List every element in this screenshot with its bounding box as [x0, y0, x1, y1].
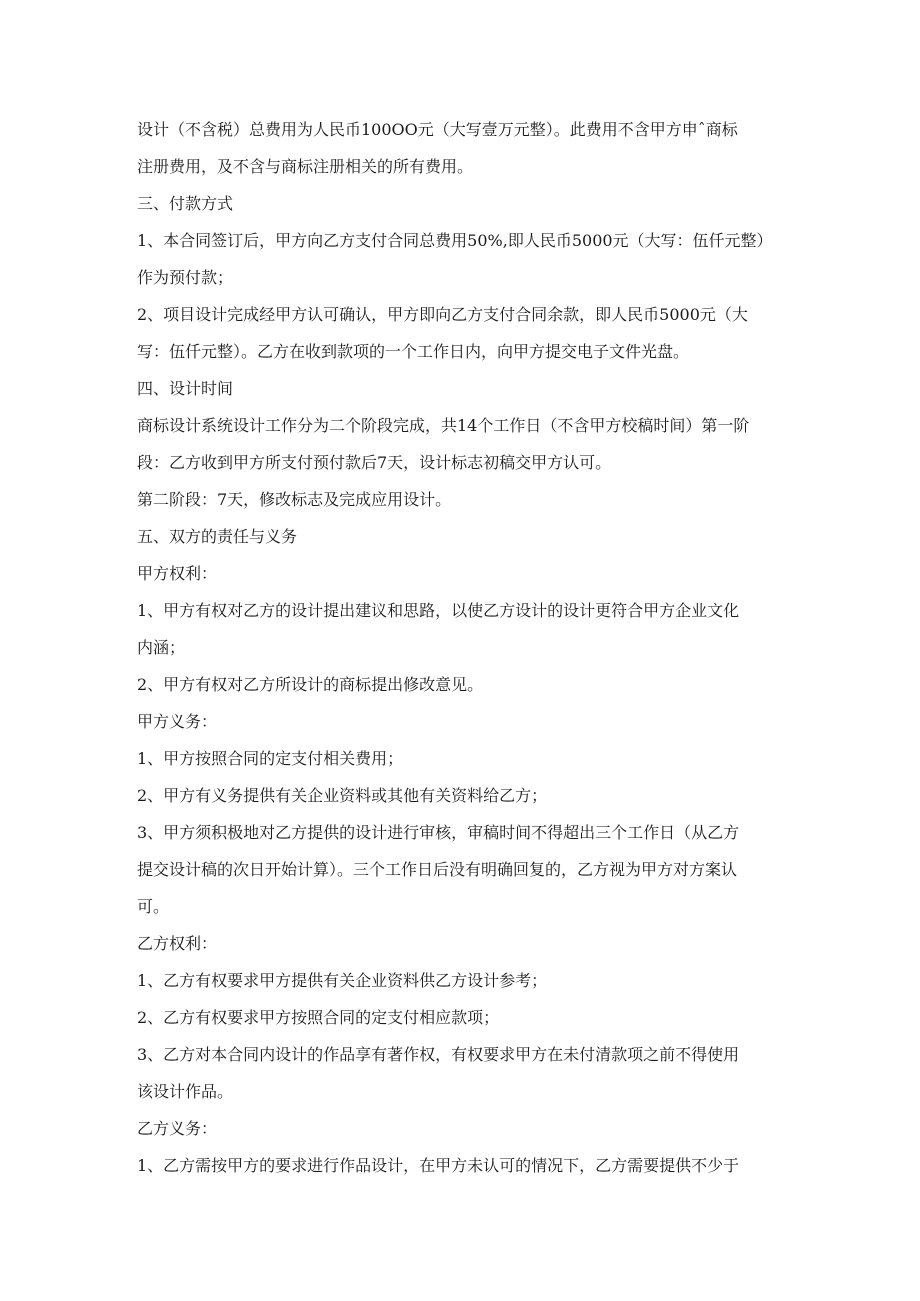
subsection-heading: 甲方义务： [137, 712, 218, 731]
subsection-heading: 乙方义务： [137, 1119, 218, 1138]
text-line: 2、乙方有权要求甲方按照合同的定支付相应款项； [137, 1008, 500, 1027]
text-line: 3、乙方对本合同内设计的作品享有著作权，有权要求甲方在未付清款项之前不得使用 [137, 1045, 740, 1064]
text-line: 内涵； [137, 638, 186, 657]
subsection-heading: 甲方权利： [137, 564, 218, 583]
document-body [137, 111, 792, 1184]
text-line: 该设计作品。 [137, 1082, 234, 1101]
text-line: 提交设计稿的次日开始计算）。三个工作日后没有明确回复的，乙方视为甲方对方案认 [137, 860, 738, 879]
text-line: 商标设计系统设计工作分为二个阶段完成，共14个工作日（不含甲方校稿时间）第一阶 [137, 416, 750, 435]
text-line: 1、甲方按照合同的定支付相关费用； [137, 749, 404, 768]
section-heading: 五、双方的责任与义务 [137, 527, 298, 546]
text-line: 注册费用，及不含与商标注册相关的所有费用。 [137, 157, 474, 176]
text-line: 1、本合同签订后，甲方向乙方支付合同总费用50%,即人民币5000元（大写：伍仟元整） [137, 231, 773, 250]
section-heading: 四、设计时间 [137, 379, 234, 398]
text-line: 2、甲方有权对乙方所设计的商标提出修改意见。 [137, 675, 484, 694]
text-line: 1、乙方需按甲方的要求进行作品设计，在甲方未认可的情况下，乙方需要提供不少于 [137, 1156, 740, 1175]
text-line: 设计（不含税）总费用为人民币100OO元（大写壹万元整）。此费用不含甲方申ˆ商标 [137, 120, 738, 139]
text-line: 2、项目设计完成经甲方认可确认，甲方即向乙方支付合同余款，即人民币5000元（大 [137, 305, 748, 324]
text-line: 1、甲方有权对乙方的设计提出建议和思路，以使乙方设计的设计更符合甲方企业文化 [137, 601, 740, 620]
text-line: 第二阶段：7天，修改标志及完成应用设计。 [137, 490, 452, 509]
text-line: 作为预付款； [137, 268, 234, 287]
section-heading: 三、付款方式 [137, 194, 234, 213]
text-line: 3、甲方须积极地对乙方提供的设计进行审核，审稿时间不得超出三个工作日（从乙方 [137, 823, 740, 842]
text-line: 可。 [137, 897, 170, 916]
text-line: 1、乙方有权要求甲方提供有关企业资料供乙方设计参考； [137, 971, 548, 990]
text-line: 写：伍仟元整）。乙方在收到款项的一个工作日内，向甲方提交电子文件光盘。 [137, 342, 690, 361]
text-line: 2、甲方有义务提供有关企业资料或其他有关资料给乙方； [137, 786, 548, 805]
subsection-heading: 乙方权利： [137, 934, 218, 953]
text-line: 段：乙方收到甲方所支付预付款后7天，设计标志初稿交甲方认可。 [137, 453, 612, 472]
